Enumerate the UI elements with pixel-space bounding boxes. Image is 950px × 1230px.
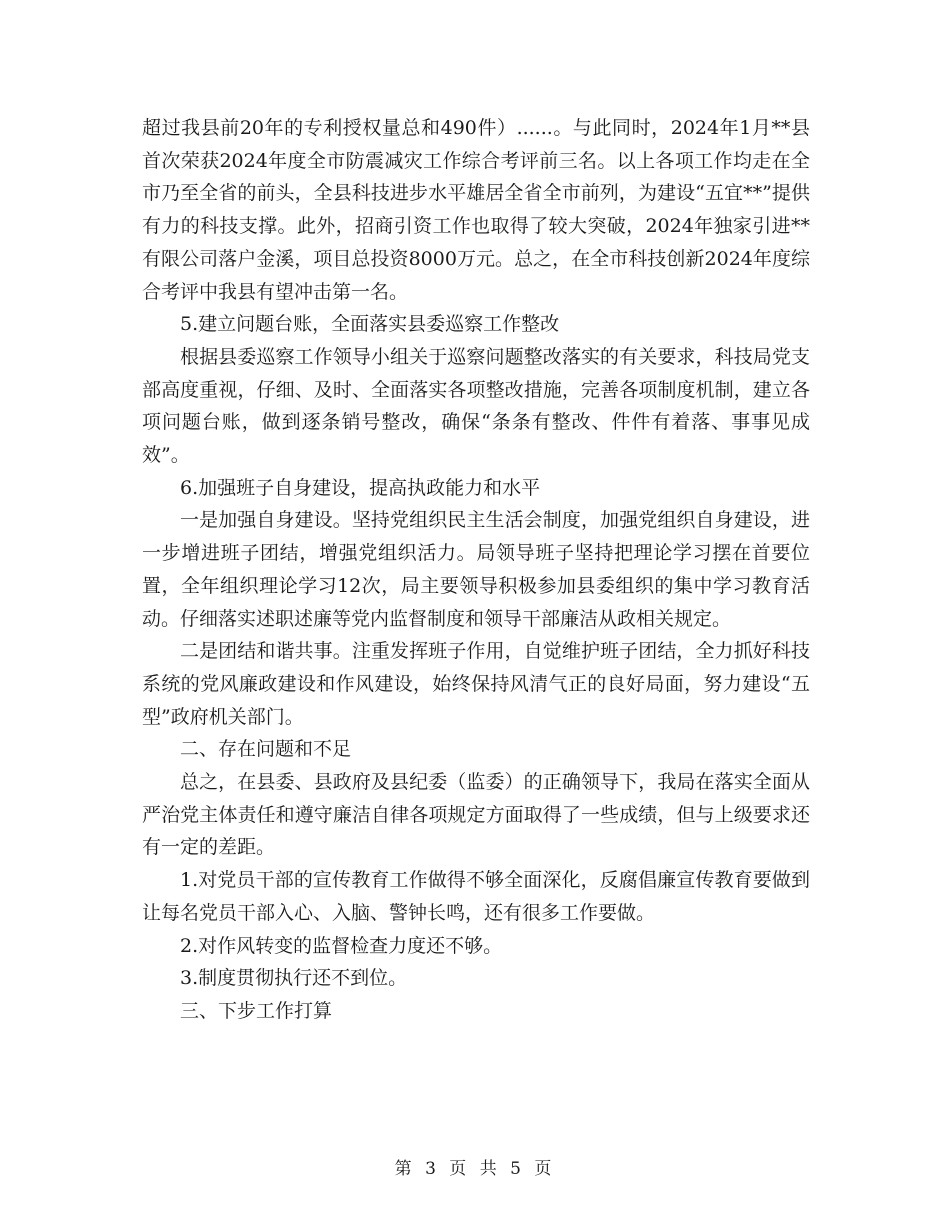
paragraph: 总之，在县委、县政府及县纪委（监委）的正确领导下，我局在落实全面从严治党主体责任和遵守廉洁自律各项规定方面取得了一些成绩，但与上级要求还有一定的差距。 bbox=[142, 771, 810, 859]
paragraph: 二是团结和谐共事。注重发挥班子作用，自觉维护班子团结，全力抓好科技系统的党风廉政建设和作风建设，始终保持风清气正的良好局面，努力建设“五型”政府机关部门。 bbox=[142, 640, 810, 728]
list-item: 1.对党员干部的宣传教育工作做得不够全面深化，反腐倡廉宣传教育要做到让每名党员干部入心、入脑、警钟长鸣，还有很多工作要做。 bbox=[142, 869, 810, 924]
paragraph-continuation: 超过我县前20年的专利授权量总和490件）......。与此同时，2024年1月**县首次荣获2024年度全市防震减灾工作综合考评前三名。以上各项工作均走在全市乃至全省的前头，全县科技进步水平雄居全省全市前列，为建设“五宜**”提供有力的科技支撑。此外，招商引资工作也取得了较大突破，2024年独家引进**有限公司落户金溪，项目总投资8000万元。总之，在全市科技创新2024年度综合考评中我县有望冲击第一名。 bbox=[142, 117, 810, 303]
list-item: 3.制度贯彻执行还不到位。 bbox=[180, 967, 408, 990]
paragraph: 根据县委巡察工作领导小组关于巡察问题整改落实的有关要求，科技局党支部高度重视，仔细、及时、全面落实各项整改措施，完善各项制度机制，建立各项问题台账，做到逐条销号整改，确保“条条有整改、件件有着落、事事见成效”。 bbox=[142, 345, 810, 467]
heading-item-6: 6.加强班子自身建设，提高执政能力和水平 bbox=[180, 476, 541, 499]
section-heading-2: 二、存在问题和不足 bbox=[180, 738, 352, 761]
document-body bbox=[142, 112, 810, 1028]
heading-item-5: 5.建立问题台账，全面落实县委巡察工作整改 bbox=[180, 313, 560, 336]
page-footer: 第 3 页 共 5 页 bbox=[394, 1159, 556, 1179]
list-item: 2.对作风转变的监督检查力度还不够。 bbox=[180, 934, 503, 957]
paragraph: 一是加强自身建设。坚持党组织民主生活会制度，加强党组织自身建设，进一步增进班子团结，增强党组织活力。局领导班子坚持把理论学习摆在首要位置，全年组织理论学习12次，局主要领导积极参加县委组织的集中学习教育活动。仔细落实述职述廉等党内监督制度和领导干部廉洁从政相关规定。 bbox=[142, 509, 810, 630]
section-heading-3: 三、下步工作打算 bbox=[180, 999, 333, 1022]
